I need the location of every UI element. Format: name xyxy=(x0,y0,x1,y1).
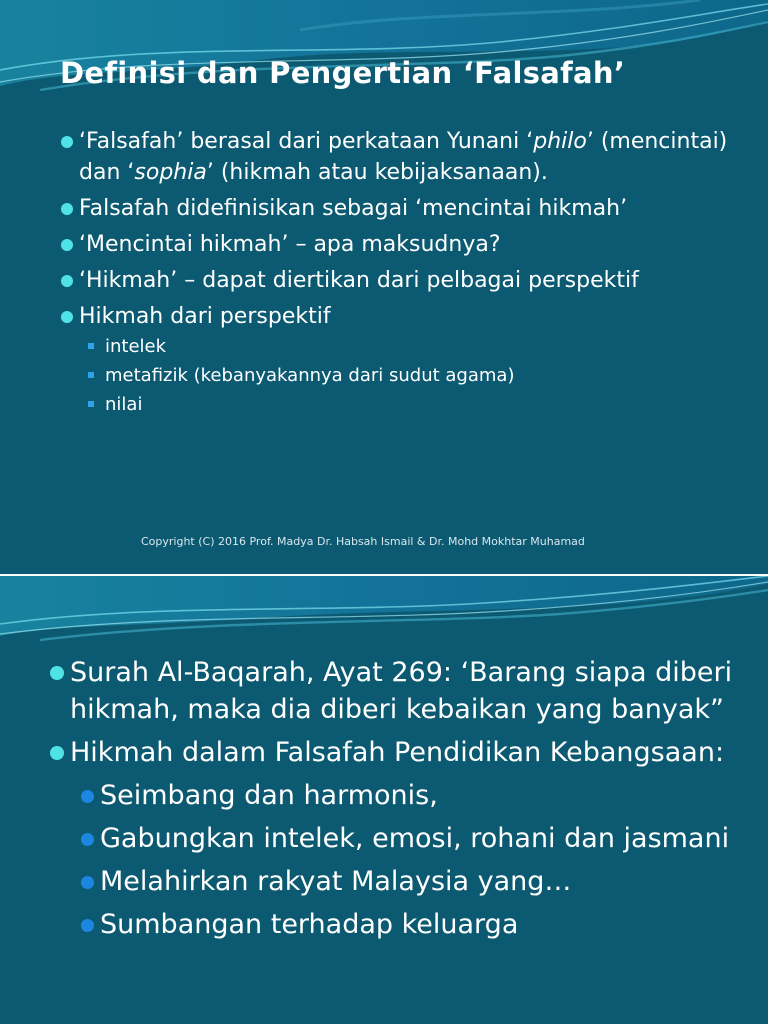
slide-2 xyxy=(0,576,768,1024)
bullet-dot-icon xyxy=(50,666,64,680)
bullet-dot-icon xyxy=(61,239,73,251)
bullet-list xyxy=(60,126,750,421)
square-bullet-icon xyxy=(88,372,94,378)
bullet-text-part: ‘Falsafah’ berasal dari perkataan Yunani ‘ xyxy=(79,129,534,154)
sub-bullet-text: nilai xyxy=(105,394,143,415)
italic-term: philo xyxy=(533,129,587,154)
sub-bullet-list xyxy=(60,332,750,419)
italic-term: sophia xyxy=(134,160,207,185)
bullet-item xyxy=(60,193,750,224)
sub-bullet-item xyxy=(60,390,750,419)
square-bullet-icon xyxy=(88,343,94,349)
bullet-dot-icon xyxy=(61,275,73,287)
sub-bullet-text: Sumbangan terhadap keluarga xyxy=(100,909,519,940)
bullet-dot-icon xyxy=(61,136,73,148)
bullet-dot-icon xyxy=(81,876,94,889)
bullet-text: ‘Hikmah’ – dapat diertikan dari pelbagai perspektif xyxy=(79,268,639,293)
sub-bullet-item xyxy=(50,777,750,814)
bullet-dot-icon xyxy=(61,311,73,323)
bullet-dot-icon xyxy=(81,833,94,846)
bullet-item xyxy=(60,229,750,260)
sub-bullet-text: Melahirkan rakyat Malaysia yang… xyxy=(100,866,572,897)
slide-title: Definisi dan Pengertian ‘Falsafah’ xyxy=(60,56,626,90)
bullet-text-part: ’ (mencintai) dan ‘ xyxy=(79,129,728,185)
bullet-dot-icon xyxy=(61,203,73,215)
sub-bullet-text: Gabungkan intelek, emosi, rohani dan jasmani xyxy=(100,823,730,854)
sub-bullet-list xyxy=(50,777,750,943)
bullet-text xyxy=(79,129,727,185)
square-bullet-icon xyxy=(88,401,94,407)
sub-bullet-item xyxy=(50,820,750,857)
sub-bullet-item xyxy=(50,906,750,943)
bullet-item xyxy=(50,734,750,771)
bullet-item xyxy=(60,126,750,188)
header-wave-decoration xyxy=(0,0,768,110)
sub-bullet-item xyxy=(60,332,750,361)
bullet-dot-icon xyxy=(81,919,94,932)
bullet-item xyxy=(50,654,750,728)
bullet-item xyxy=(60,301,750,332)
sub-bullet-item xyxy=(60,361,750,390)
bullet-text-part: ’ (hikmah atau kebijaksanaan). xyxy=(206,160,548,185)
sub-bullet-text: Seimbang dan harmonis, xyxy=(100,780,438,811)
bullet-text: Surah Al-Baqarah, Ayat 269: ‘Barang siapa diberi hikmah, maka dia diberi kebaikan yang banyak” xyxy=(70,657,733,725)
bullet-item xyxy=(60,265,750,296)
bullet-list xyxy=(50,654,750,949)
sub-bullet-text: metafizik (kebanyakannya dari sudut agama) xyxy=(105,365,515,386)
sub-bullet-text: intelek xyxy=(105,336,167,357)
bullet-text: ‘Mencintai hikmah’ – apa maksudnya? xyxy=(79,232,501,257)
header-wave-decoration xyxy=(0,576,768,646)
sub-bullet-item xyxy=(50,863,750,900)
bullet-text: Hikmah dalam Falsafah Pendidikan Kebangsaan: xyxy=(70,737,725,768)
bullet-dot-icon xyxy=(50,746,64,760)
copyright-footer: Copyright (C) 2016 Prof. Madya Dr. Habsah Ismail & Dr. Mohd Mokhtar Muhamad xyxy=(141,535,585,548)
bullet-text: Falsafah didefinisikan sebagai ‘mencintai hikmah’ xyxy=(79,196,628,221)
bullet-dot-icon xyxy=(81,790,94,803)
bullet-text: Hikmah dari perspektif xyxy=(79,304,331,329)
